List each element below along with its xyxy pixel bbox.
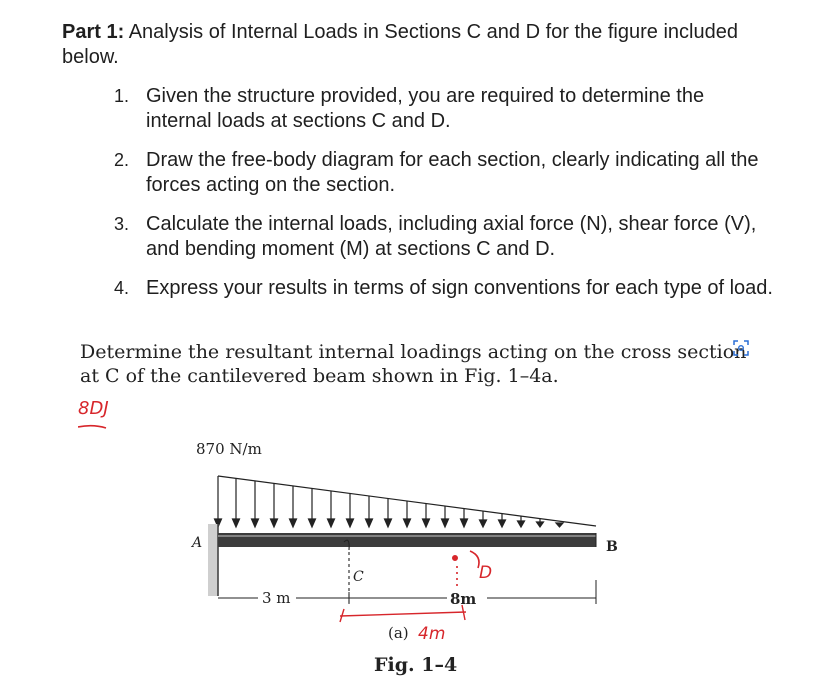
task-text: Express your results in terms of sign conventions for each type of load.: [146, 277, 773, 299]
distributed-load: [215, 476, 597, 527]
part-label: (a): [388, 624, 409, 642]
load-arrowhead: [423, 519, 430, 527]
task-number: 2.: [114, 150, 130, 170]
cantilever-beam: [218, 533, 596, 547]
load-arrowhead: [328, 519, 335, 527]
load-arrowhead: [442, 519, 449, 527]
load-arrowhead: [271, 519, 278, 527]
fixed-support-wall: [208, 524, 218, 596]
load-arrowhead: [290, 519, 297, 527]
task-text: Calculate the internal loads, including axial force (N), shear force (V), and bending moment (M) at sections C and D.: [146, 213, 757, 260]
task-number: 1.: [114, 86, 130, 106]
dimension-left: 3 m: [262, 589, 291, 607]
load-arrowhead: [499, 520, 506, 527]
section-d-label: D: [479, 563, 493, 583]
figure-caption: Fig. 1–4: [374, 654, 458, 676]
end-label-b: B: [606, 539, 618, 555]
handwritten-note-text: 8DJ: [78, 398, 109, 419]
load-arrowhead: [347, 519, 354, 527]
task-number: 3.: [114, 214, 130, 234]
load-arrowhead: [461, 519, 468, 527]
task-number: 4.: [114, 278, 130, 298]
task-text: Given the structure provided, you are required to determine the internal loads at sections C and D.: [146, 85, 705, 132]
load-intensity-label: 870 N/m: [196, 440, 262, 458]
task-item: [114, 84, 774, 134]
task-item: [114, 276, 774, 301]
task-item: [114, 148, 774, 198]
load-arrowhead: [309, 519, 316, 527]
task-item: [114, 212, 774, 262]
support-label-a: A: [192, 535, 203, 551]
problem-intro: [62, 20, 782, 70]
part-label: Part 1:: [62, 21, 125, 43]
section-c-marker: [344, 540, 349, 606]
load-arrowhead: [518, 521, 525, 527]
dimension-right: 8m: [450, 590, 477, 608]
textbook-excerpt: [0, 336, 834, 690]
textbook-problem-text: Determine the resultant internal loadings acting on the cross section at C of the cantilevered beam shown in Fig. 1–4a.: [80, 341, 747, 387]
load-arrowhead: [537, 522, 544, 527]
handwritten-dimension-label: 4m: [418, 624, 446, 644]
load-arrowhead: [480, 520, 487, 527]
load-arrowhead: [385, 519, 392, 527]
section-c-label: C: [353, 569, 364, 585]
load-arrowhead: [233, 519, 240, 527]
task-text: Draw the free-body diagram for each section, clearly indicating all the forces acting on the section.: [146, 149, 759, 196]
part-heading: Analysis of Internal Loads in Sections C and D for the figure included below.: [62, 21, 738, 68]
load-arrowhead: [404, 519, 411, 527]
beam-figure: [0, 336, 834, 656]
task-list: [114, 84, 774, 301]
load-arrowhead: [252, 519, 259, 527]
load-arrowhead: [366, 519, 373, 527]
handwritten-dimension: [340, 605, 466, 622]
load-arrowhead: [556, 523, 563, 527]
